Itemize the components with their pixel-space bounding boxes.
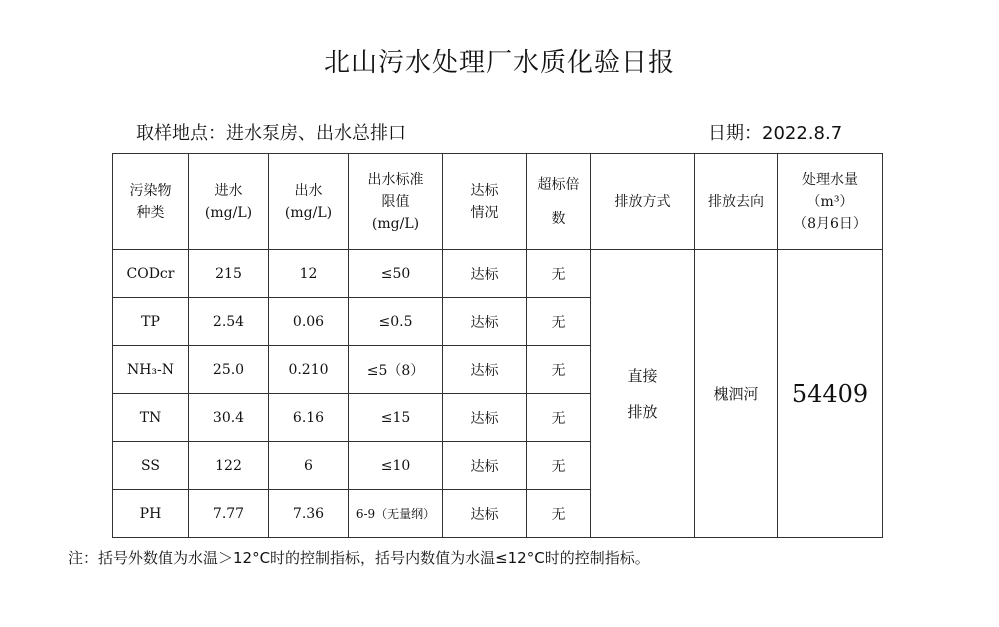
cell-outflow: 6.16 bbox=[269, 394, 349, 442]
cell-status: 达标 bbox=[443, 442, 527, 490]
cell-limit: ≤50 bbox=[349, 250, 443, 298]
cell-pollutant: SS bbox=[113, 442, 189, 490]
report-title: 北山污水处理厂水质化验日报 bbox=[323, 48, 675, 78]
cell-status: 达标 bbox=[443, 298, 527, 346]
cell-limit: ≤10 bbox=[349, 442, 443, 490]
cell-status: 达标 bbox=[443, 250, 527, 298]
cell-discharge-dest: 槐泗河 bbox=[695, 250, 778, 538]
header-limit: 出水标准 限值 (mg/L) bbox=[349, 154, 443, 250]
cell-pollutant: TP bbox=[113, 298, 189, 346]
cell-exceed: 无 bbox=[527, 250, 591, 298]
cell-status: 达标 bbox=[443, 490, 527, 538]
cell-pollutant: CODcr bbox=[113, 250, 189, 298]
sampling-location: 取样地点：进水泵房、出水总排口 bbox=[136, 123, 406, 144]
header-row bbox=[113, 154, 883, 250]
cell-limit: ≤15 bbox=[349, 394, 443, 442]
cell-inflow: 215 bbox=[189, 250, 269, 298]
header-outflow: 出水 (mg/L) bbox=[269, 154, 349, 250]
table-row bbox=[113, 250, 883, 298]
water-quality-table bbox=[112, 153, 883, 538]
cell-pollutant: NH₃-N bbox=[113, 346, 189, 394]
cell-inflow: 30.4 bbox=[189, 394, 269, 442]
header-volume: 处理水量 （m³） （8月6日） bbox=[778, 154, 883, 250]
cell-outflow: 12 bbox=[269, 250, 349, 298]
cell-inflow: 2.54 bbox=[189, 298, 269, 346]
cell-inflow: 122 bbox=[189, 442, 269, 490]
header-pollutant: 污染物 种类 bbox=[113, 154, 189, 250]
cell-limit: ≤5（8） bbox=[349, 346, 443, 394]
cell-exceed: 无 bbox=[527, 298, 591, 346]
cell-discharge-method: 直接 排放 bbox=[591, 250, 695, 538]
header-inflow: 进水 (mg/L) bbox=[189, 154, 269, 250]
cell-exceed: 无 bbox=[527, 346, 591, 394]
header-discharge-method: 排放方式 bbox=[591, 154, 695, 250]
cell-status: 达标 bbox=[443, 346, 527, 394]
cell-exceed: 无 bbox=[527, 490, 591, 538]
cell-outflow: 6 bbox=[269, 442, 349, 490]
cell-pollutant: TN bbox=[113, 394, 189, 442]
cell-status: 达标 bbox=[443, 394, 527, 442]
report-date: 日期：2022.8.7 bbox=[708, 123, 843, 144]
cell-exceed: 无 bbox=[527, 394, 591, 442]
cell-inflow: 7.77 bbox=[189, 490, 269, 538]
cell-outflow: 0.06 bbox=[269, 298, 349, 346]
header-compliance: 达标 情况 bbox=[443, 154, 527, 250]
cell-pollutant: PH bbox=[113, 490, 189, 538]
cell-inflow: 25.0 bbox=[189, 346, 269, 394]
cell-outflow: 0.210 bbox=[269, 346, 349, 394]
cell-outflow: 7.36 bbox=[269, 490, 349, 538]
footnote: 注：括号外数值为水温＞12°C时的控制指标，括号内数值为水温≤12°C时的控制指标。 bbox=[68, 549, 650, 567]
cell-limit: ≤0.5 bbox=[349, 298, 443, 346]
cell-volume: 54409 bbox=[778, 250, 883, 538]
header-discharge-dest: 排放去向 bbox=[695, 154, 778, 250]
header-exceed: 超标倍 数 bbox=[527, 154, 591, 250]
cell-exceed: 无 bbox=[527, 442, 591, 490]
cell-limit: 6-9（无量纲） bbox=[349, 490, 443, 538]
